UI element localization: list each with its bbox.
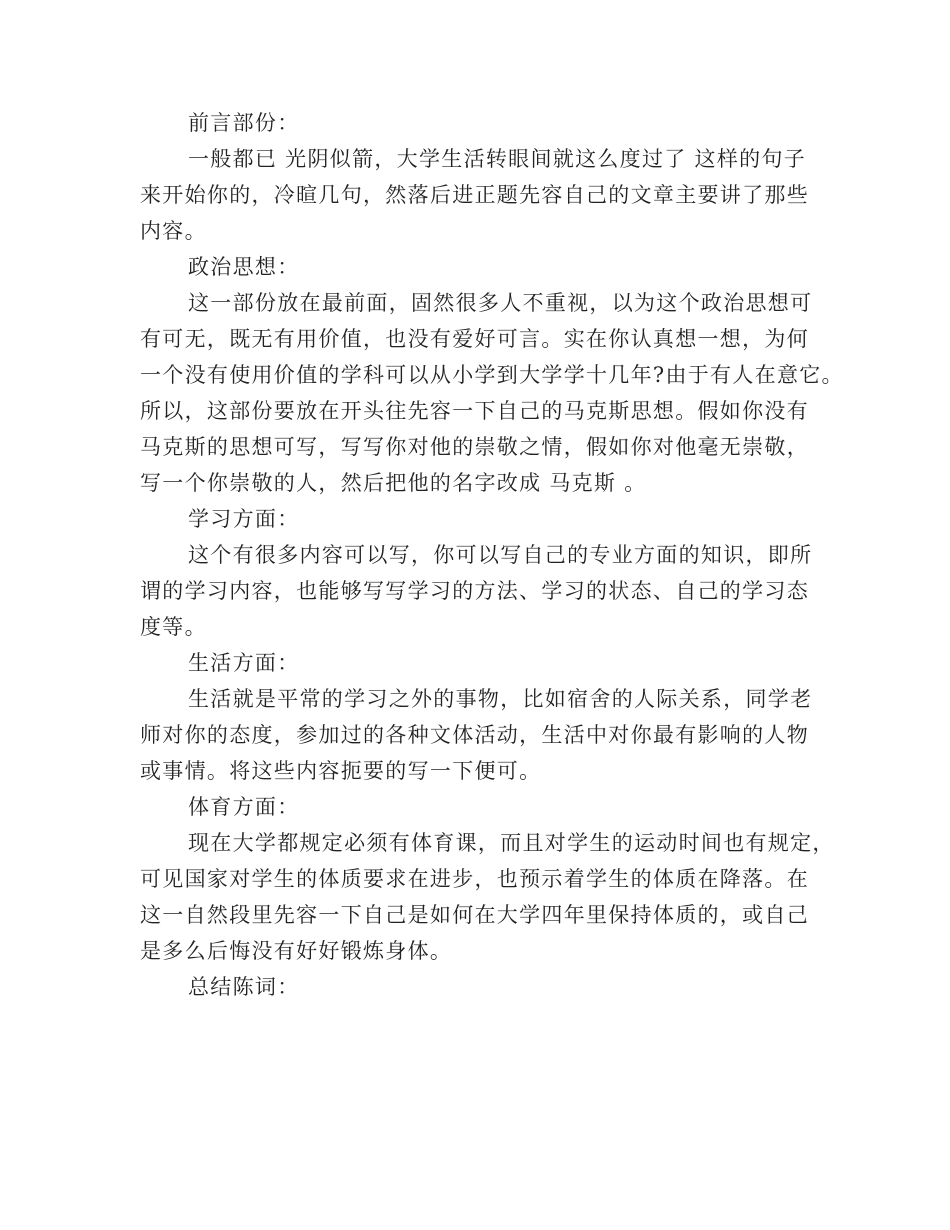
- text-line: 师对你的态度，参加过的各种文体活动，生活中对你最有影响的人物: [140, 723, 809, 747]
- text-line: 生活就是平常的学习之外的事物，比如宿舍的人际关系，同学老: [188, 687, 813, 711]
- text-line: 这一部份放在最前面，固然很多人不重视，以为这个政治思想可: [188, 291, 813, 315]
- text-line: 有可无，既无有用价值，也没有爱好可言。实在你认真想一想，为何: [140, 327, 809, 351]
- text-line: 马克斯的思想可写，写写你对他的崇敬之情，假如你对他毫无崇敬，: [140, 435, 809, 459]
- text-line: 可见国家对学生的体质要求在进步，也预示着学生的体质在降落。在: [140, 867, 809, 891]
- text-line: 一般都已 光阴似箭，大学生活转眼间就这么度过了 这样的句子: [188, 147, 807, 171]
- text-line: 现在大学都规定必须有体育课，而且对学生的运动时间也有规定，: [188, 831, 835, 855]
- text-line: 一个没有使用价值的学科可以从小学到大学学十几年?由于有人在意它。: [140, 363, 844, 387]
- text-line: 内容。: [140, 219, 207, 243]
- text-line: 谓的学习内容，也能够写写学习的方法、学习的状态、自己的学习态: [140, 579, 809, 603]
- text-line: 这一自然段里先容一下自己是如何在大学四年里保持体质的，或自己: [140, 903, 809, 927]
- heading-politics: 政治思想：: [188, 255, 300, 279]
- text-line: 所以，这部份要放在开头往先容一下自己的马克斯思想。假如你没有: [140, 399, 809, 423]
- text-line: 来开始你的，冷暄几句，然落后进正题先容自己的文章主要讲了那些: [140, 183, 809, 207]
- heading-life: 生活方面：: [188, 651, 300, 675]
- text-line: 是多么后悔没有好好锻炼身体。: [140, 939, 453, 963]
- heading-sports: 体育方面：: [188, 795, 300, 819]
- heading-preface: 前言部份：: [188, 111, 300, 135]
- heading-summary: 总结陈词：: [188, 975, 300, 999]
- text-line: 这个有很多内容可以写，你可以写自己的专业方面的知识，即所: [188, 543, 813, 567]
- text-line: 度等。: [140, 615, 207, 639]
- text-line: 或事情。将这些内容扼要的写一下便可。: [140, 759, 542, 783]
- heading-study: 学习方面：: [188, 507, 300, 531]
- text-line: 写一个你崇敬的人，然后把他的名字改成 马克斯 。: [140, 471, 647, 495]
